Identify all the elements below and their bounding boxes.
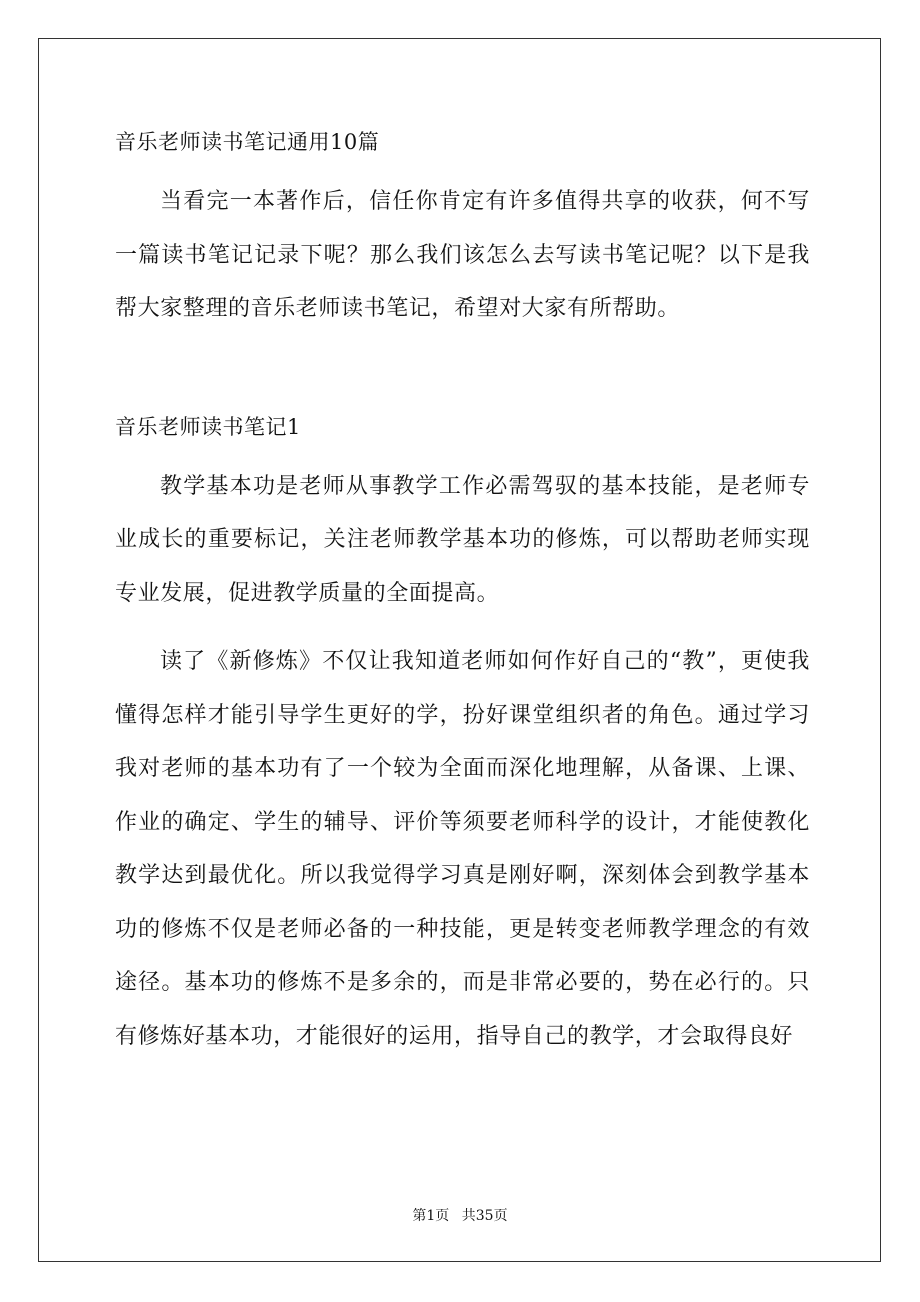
body-paragraph-2: 读了《新修炼》不仅让我知道老师如何作好自己的“教”，更使我懂得怎样才能引导学生更好的学，扮好课堂组织者的角色。通过学习我对老师的基本功有了一个较为全面而深化地理解，从备课、上课、作业的确定、学生的辅导、评价等须要老师科学的设计，才能使教化教学达到最优化。所以我觉得学习真是刚好啊，深刻体会到教学基本功的修炼不仅是老师必备的一种技能，更是转变老师教学理念的有效途径。基本功的修炼不是多余的，而是非常必要的，势在必行的。只有修炼好基本功，才能很好的运用，指导自己的教学，才会取得良好 <box>115 649 810 1049</box>
page-number-total: 共35页 <box>461 1208 508 1224</box>
page-footer <box>0 1206 920 1226</box>
document-title: 音乐老师读书笔记通用10篇 <box>115 130 380 154</box>
intro-paragraph: 当看完一本著作后，信任你肯定有许多值得共享的收获，何不写一篇读书笔记记录下呢？那么我们该怎么去写读书笔记呢？以下是我帮大家整理的音乐老师读书笔记，希望对大家有所帮助。 <box>115 189 810 321</box>
page-number-current: 第1页 <box>412 1208 450 1224</box>
body-paragraph-1: 教学基本功是老师从事教学工作必需驾驭的基本技能，是老师专业成长的重要标记，关注老师教学基本功的修炼，可以帮助老师实现专业发展，促进教学质量的全面提高。 <box>115 473 810 606</box>
document-body <box>115 118 810 1063</box>
section-heading: 音乐老师读书笔记1 <box>115 414 301 439</box>
